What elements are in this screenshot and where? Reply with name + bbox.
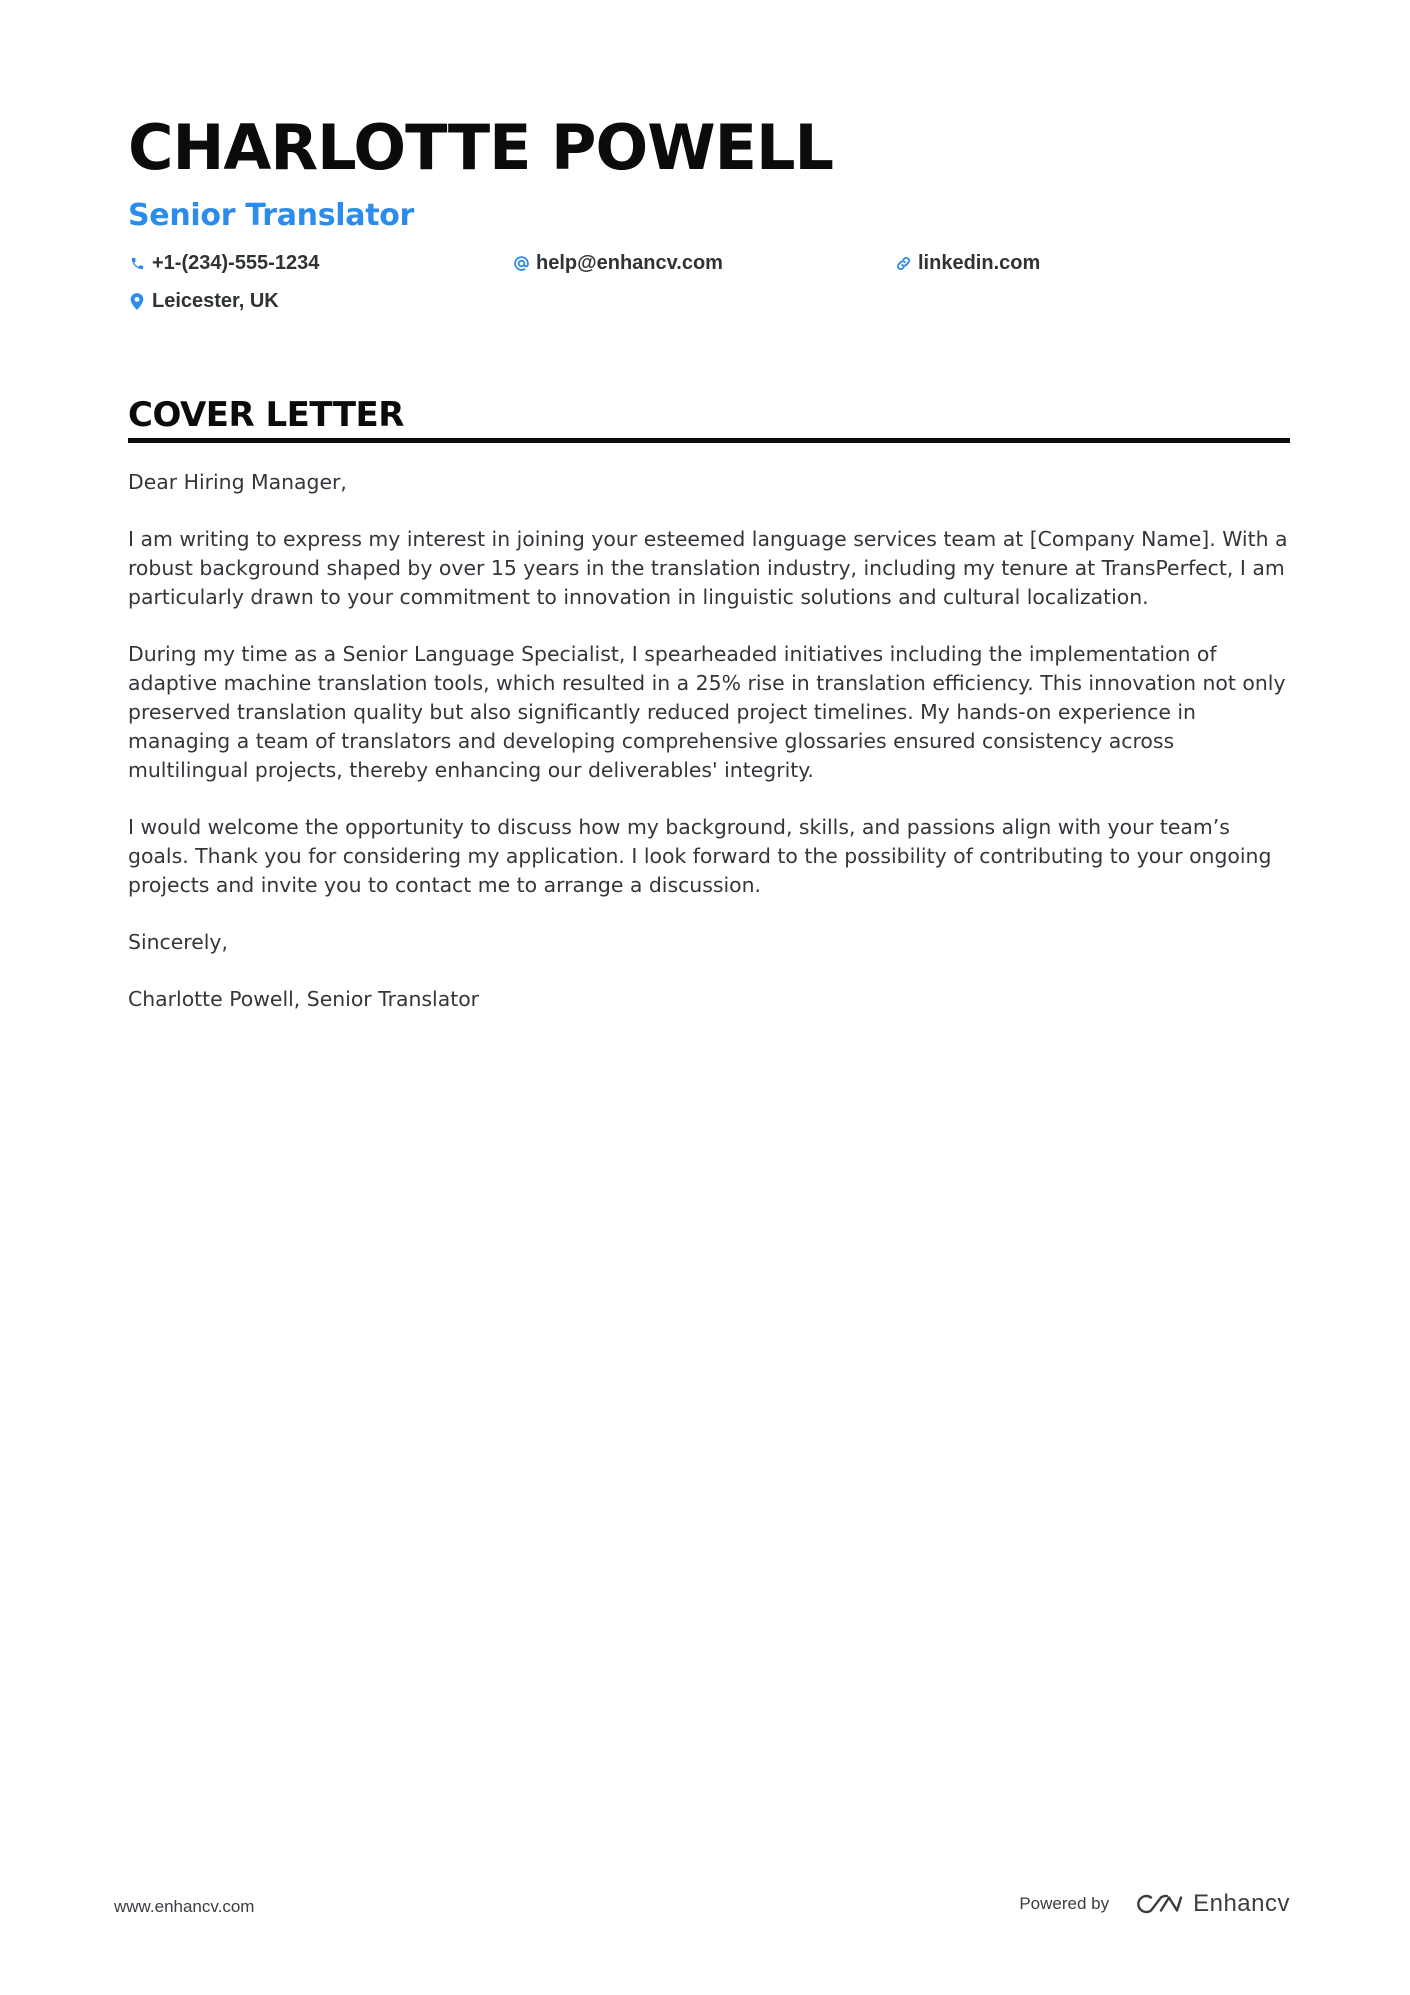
brand-name: Enhancv [1193, 1890, 1290, 1917]
linkedin-text: linkedin.com [918, 252, 1041, 274]
salutation: Dear Hiring Manager, [128, 470, 347, 494]
contact-phone[interactable] [128, 250, 319, 276]
location-text: Leicester, UK [152, 290, 279, 312]
footer-branding[interactable] [1019, 1886, 1290, 1922]
candidate-title: Senior Translator [128, 198, 415, 233]
contact-linkedin[interactable] [894, 250, 1040, 276]
phone-icon [128, 254, 146, 272]
link-icon [894, 254, 912, 272]
phone-text: +1-(234)-555-1234 [152, 252, 320, 274]
email-text: help@enhancv.com [536, 252, 723, 274]
contact-info [128, 250, 1290, 330]
header [128, 110, 1290, 330]
at-sign-icon [512, 254, 530, 272]
signature: Charlotte Powell, Senior Translator [128, 987, 480, 1011]
contact-location [128, 288, 279, 314]
candidate-name: CHARLOTTE POWELL [128, 111, 833, 184]
section-title: COVER LETTER [128, 394, 1290, 443]
letter-body [128, 468, 1294, 1042]
enhancv-logo-icon [1135, 1891, 1183, 1917]
closing: Sincerely, [128, 930, 228, 954]
footer-website[interactable]: www.enhancv.com [114, 1897, 255, 1916]
paragraph-1: I am writing to express my interest in joining your esteemed language services team at [Company Name]. With a robust background shaped by over 15 years in the translation industry, including my tenure at TransPerfect, I am particularly drawn to your commitment to innovation in linguistic solutions and cultural localization. [128, 527, 1288, 609]
paragraph-3: I would welcome the opportunity to discuss how my background, skills, and passions align with your team’s goals. Thank you for considering my application. I look forward to the possibility of contributing to your ongoing projects and invite you to contact me to arrange a discussion. [128, 815, 1272, 897]
map-pin-icon [128, 292, 146, 310]
paragraph-2: During my time as a Senior Language Specialist, I spearheaded initiatives including the implementation of adaptive machine translation tools, which resulted in a 25% rise in translation efficiency. This innovation not only preserved translation quality but also significantly reduced project timelines. My hands-on experience in managing a team of translators and developing comprehensive glossaries ensured consistency across multilingual projects, thereby enhancing our deliverables' integrity. [128, 642, 1286, 782]
powered-by-text: Powered by [1019, 1894, 1110, 1913]
contact-email[interactable] [512, 250, 723, 276]
